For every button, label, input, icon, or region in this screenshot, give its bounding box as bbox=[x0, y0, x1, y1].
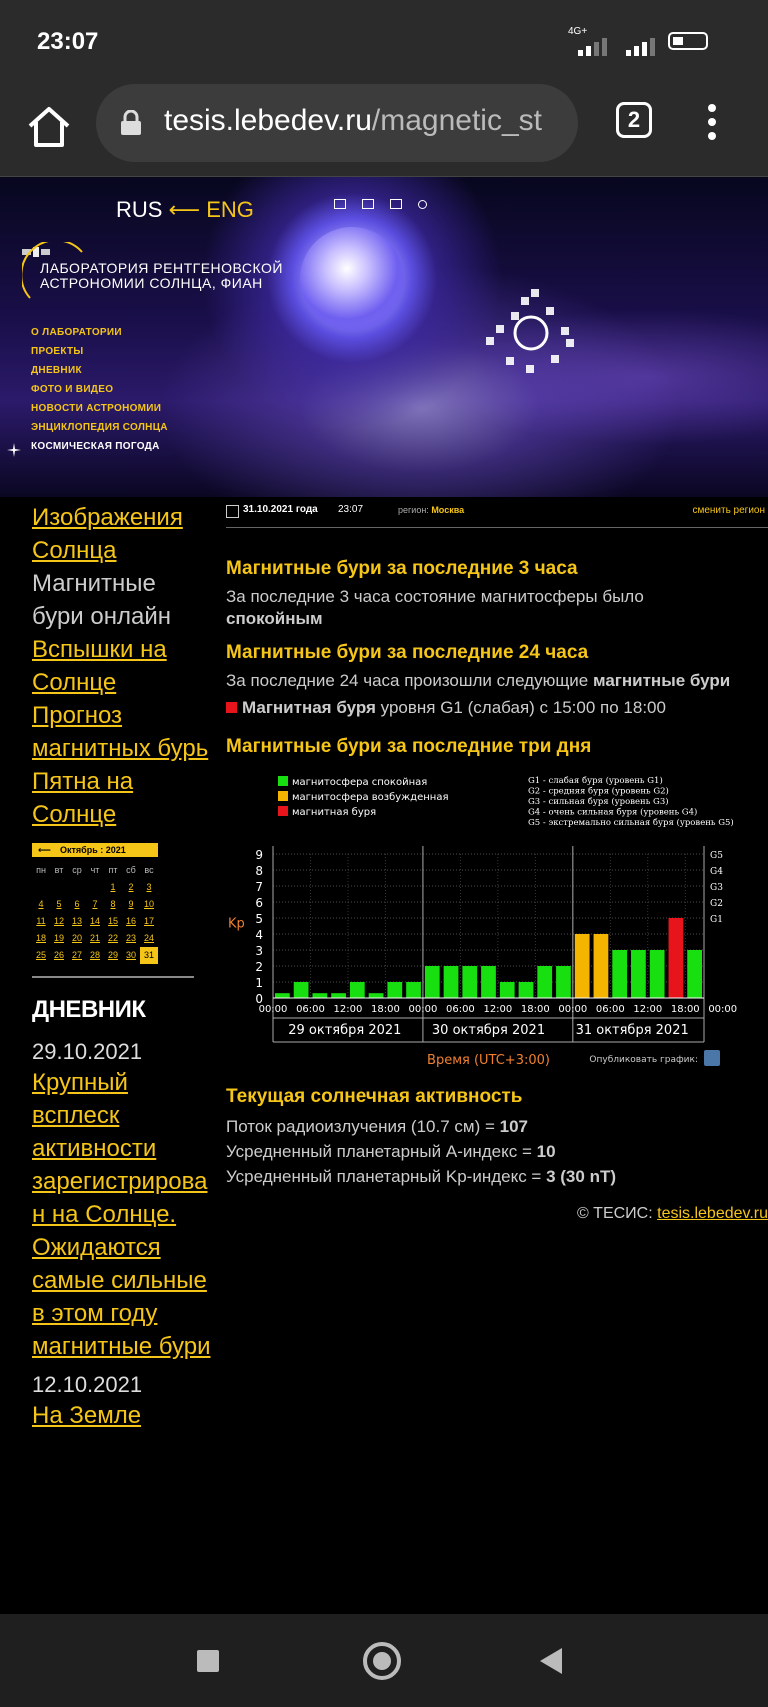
browser-toolbar bbox=[0, 80, 768, 177]
section-24h-title: Магнитные бури за последние 24 часа bbox=[226, 642, 589, 663]
lang-eng[interactable]: ENG bbox=[206, 197, 254, 222]
legend-label: магнитосфера спокойная bbox=[292, 777, 428, 788]
calendar-day[interactable]: 18 bbox=[35, 933, 46, 943]
calendar-weekday: ср bbox=[72, 865, 82, 875]
diary-entry-date: 29.10.2021 bbox=[32, 1039, 143, 1064]
publish-label: Опубликовать график: bbox=[589, 1055, 698, 1065]
home-button[interactable] bbox=[363, 1642, 401, 1680]
browser-menu-button[interactable] bbox=[700, 100, 724, 148]
left-column bbox=[32, 501, 212, 1432]
calendar bbox=[32, 843, 158, 964]
x-tick-label: 00:00 bbox=[558, 1004, 588, 1015]
x-tick-label: 06:00 bbox=[445, 1004, 475, 1015]
current-date: 31.10.2021 года bbox=[243, 504, 318, 515]
y-tick-label: 5 bbox=[255, 912, 263, 926]
calendar-day[interactable]: 10 bbox=[143, 899, 154, 909]
magnetosphere-state: спокойным bbox=[226, 609, 323, 628]
kp-bar bbox=[331, 993, 346, 998]
x-tick-label: 18:00 bbox=[520, 1004, 550, 1015]
y-tick-label: 0 bbox=[255, 992, 263, 1006]
home-small-icon[interactable] bbox=[334, 199, 346, 209]
search-icon[interactable] bbox=[418, 200, 427, 209]
legend-label: магнитная буря bbox=[292, 807, 377, 818]
calendar-day[interactable]: 13 bbox=[71, 916, 82, 926]
day-label: 29 октября 2021 bbox=[288, 1023, 402, 1038]
link-sun-images[interactable]: Изображения Солнца bbox=[32, 504, 183, 564]
calendar-day[interactable]: 8 bbox=[110, 899, 116, 909]
copyright: © ТЕСИС: tesis.lebedev.ru bbox=[576, 1205, 768, 1222]
y-tick-label: 7 bbox=[255, 880, 263, 894]
signal-icon bbox=[578, 50, 583, 56]
storm-event: Магнитная буря уровня G1 (слабая) с 15:00 по 18:00 bbox=[226, 698, 768, 718]
battery-icon bbox=[668, 32, 708, 50]
calendar-icon bbox=[226, 505, 239, 518]
kp-bar bbox=[275, 993, 290, 998]
scale-legend-item: G3 - сильная буря (уровень G3) bbox=[528, 797, 669, 807]
calendar-day[interactable]: 31 bbox=[140, 947, 158, 964]
kp-bar bbox=[481, 966, 496, 998]
lock-icon bbox=[120, 110, 142, 136]
calendar-empty-cell bbox=[50, 879, 68, 896]
status-bar bbox=[0, 0, 768, 80]
diary-entry-link[interactable]: Крупный всплеск активности зарегистрирован на Солнце. Ожидаются самые сильные в этом году магнитные бури bbox=[32, 1069, 211, 1360]
kp-bar bbox=[425, 966, 440, 998]
calendar-day[interactable]: 19 bbox=[53, 933, 64, 943]
radio-flux-row: Поток радиоизлучения (10.7 см) = 107 bbox=[226, 1117, 529, 1136]
activity-title: Текущая солнечная активность bbox=[226, 1086, 523, 1107]
calendar-weekday: вт bbox=[54, 865, 64, 875]
nav-about[interactable]: О ЛАБОРАТОРИИ bbox=[31, 327, 122, 338]
copyright-link[interactable]: tesis.lebedev.ru bbox=[657, 1205, 768, 1222]
y-tick-label: 2 bbox=[255, 960, 263, 974]
kp-index-row: Усредненный планетарный Kp-индекс = 3 (30 nT) bbox=[226, 1167, 616, 1186]
nav-space-weather[interactable]: КОСМИЧЕСКАЯ ПОГОДА bbox=[31, 441, 168, 460]
diary-entry-date: 12.10.2021 bbox=[32, 1372, 143, 1397]
calendar-day[interactable]: 2 bbox=[128, 882, 134, 892]
web-page bbox=[0, 177, 768, 1614]
calendar-day[interactable]: 15 bbox=[107, 916, 118, 926]
nav-astro-news[interactable]: НОВОСТИ АСТРОНОМИИ bbox=[31, 403, 162, 414]
calendar-header bbox=[32, 843, 158, 857]
kp-index-value: 3 (30 nT) bbox=[546, 1167, 616, 1186]
kp-bar bbox=[650, 950, 665, 998]
kp-bar bbox=[369, 993, 384, 998]
x-tick-label: 12:00 bbox=[483, 1004, 513, 1015]
x-tick-label: 12:00 bbox=[633, 1004, 663, 1015]
kp-bar bbox=[350, 982, 365, 998]
calendar-day[interactable]: 5 bbox=[56, 899, 62, 909]
nav-photo-video[interactable]: ФОТО И ВИДЕО bbox=[31, 384, 114, 395]
tesis-emblem bbox=[466, 277, 596, 387]
home-icon[interactable] bbox=[22, 100, 76, 154]
legend-swatch bbox=[278, 791, 288, 801]
url-domain: tesis.lebedev.ru bbox=[164, 104, 372, 137]
current-page-label: Магнитные бури онлайн bbox=[32, 570, 171, 630]
calendar-day[interactable]: 26 bbox=[53, 950, 64, 960]
sun-image bbox=[300, 227, 404, 331]
calendar-day[interactable]: 28 bbox=[89, 950, 100, 960]
kp-bar bbox=[669, 918, 684, 998]
kp-bar bbox=[462, 966, 477, 998]
section-3h-text: За последние 3 часа состояние магнитосферы было спокойным bbox=[226, 587, 644, 628]
x-axis-label: Время (UTC+3:00) bbox=[427, 1053, 550, 1068]
calendar-prev-button[interactable]: ⟵ bbox=[38, 845, 51, 855]
kp-bar bbox=[537, 966, 552, 998]
y-tick-label: 6 bbox=[255, 896, 263, 910]
day-label: 30 октября 2021 bbox=[431, 1023, 546, 1038]
calendar-weekday: вс bbox=[144, 865, 154, 875]
url-path: /magnetic_st bbox=[371, 104, 542, 137]
kp-bar bbox=[519, 982, 534, 998]
x-tick-label: 18:00 bbox=[371, 1004, 400, 1015]
calendar-day[interactable]: 21 bbox=[89, 933, 100, 943]
g-level-label: G5 bbox=[710, 851, 723, 861]
kp-bar bbox=[631, 950, 646, 998]
calendar-day[interactable]: 27 bbox=[71, 950, 82, 960]
system-nav-bar bbox=[0, 1614, 768, 1707]
y-tick-label: 4 bbox=[255, 928, 263, 942]
calendar-day[interactable]: 9 bbox=[128, 899, 134, 909]
calendar-day[interactable]: 4 bbox=[38, 899, 44, 909]
calendar-empty-cell bbox=[86, 879, 104, 896]
calendar-day[interactable]: 30 bbox=[125, 950, 136, 960]
sitemap-icon[interactable] bbox=[390, 199, 402, 209]
kp-bar bbox=[406, 982, 421, 998]
storm-marker-icon bbox=[226, 702, 237, 713]
calendar-day[interactable]: 22 bbox=[107, 933, 118, 943]
kp-chart-svg bbox=[226, 768, 762, 1068]
kp-bar bbox=[294, 982, 309, 998]
calendar-day[interactable]: 29 bbox=[107, 950, 118, 960]
back-button[interactable] bbox=[540, 1648, 562, 1674]
scale-legend-item: G2 - средняя буря (уровень G2) bbox=[528, 786, 669, 797]
scale-legend-item: G4 - очень сильная буря (уровень G4) bbox=[528, 807, 698, 818]
kp-bar bbox=[687, 950, 702, 998]
site-nav bbox=[31, 327, 168, 460]
g-level-label: G4 bbox=[710, 867, 723, 877]
x-tick-label: 06:00 bbox=[595, 1004, 625, 1015]
lang-rus[interactable]: RUS bbox=[116, 197, 163, 222]
g-level-label: G2 bbox=[710, 899, 723, 909]
nav-projects[interactable]: ПРОЕКТЫ bbox=[31, 346, 84, 357]
kp-bar bbox=[312, 993, 327, 998]
lab-logo-text[interactable]: ЛАБОРАТОРИЯ РЕНТГЕНОВСКОЙ АСТРОНОМИИ СОЛНЦА, ФИАН bbox=[40, 260, 283, 291]
change-region-link[interactable]: сменить регион bbox=[692, 505, 765, 516]
calendar-weekday: пт bbox=[108, 865, 118, 875]
calendar-day[interactable]: 12 bbox=[53, 916, 64, 926]
link-storm-forecast[interactable]: Прогноз магнитных бурь bbox=[32, 702, 209, 762]
section-24h-text: За последние 24 часа произошли следующие магнитные бури bbox=[226, 671, 731, 690]
legend-swatch bbox=[278, 806, 288, 816]
header-banner bbox=[0, 177, 768, 497]
x-tick-label: 00:00 bbox=[258, 1004, 288, 1015]
calendar-day[interactable]: 3 bbox=[146, 882, 152, 892]
x-tick-label: 06:00 bbox=[296, 1004, 325, 1015]
legend-label: магнитосфера возбужденная bbox=[292, 792, 449, 803]
calendar-day[interactable]: 20 bbox=[71, 933, 82, 943]
vk-share-icon[interactable] bbox=[704, 1050, 720, 1066]
main-content bbox=[226, 501, 768, 1223]
region-value: Москва bbox=[431, 505, 465, 515]
region-label: регион: Москва bbox=[398, 505, 465, 515]
y-tick-label: 8 bbox=[255, 864, 263, 878]
kp-bar bbox=[575, 934, 590, 998]
section-3h-title: Магнитные бури за последние 3 часа bbox=[226, 558, 578, 579]
y-tick-label: 1 bbox=[255, 976, 263, 990]
calendar-weekday: чт bbox=[90, 865, 100, 875]
link-solar-flares[interactable]: Вспышки на Солнце bbox=[32, 636, 167, 696]
a-index-row: Усредненный планетарный A-индекс = 10 bbox=[226, 1142, 556, 1161]
network-type: 4G+ bbox=[568, 26, 588, 37]
calendar-empty-cell bbox=[68, 879, 86, 896]
nav-sun-encyclopedia[interactable]: ЭНЦИКЛОПЕДИЯ СОЛНЦА bbox=[31, 422, 168, 433]
calendar-weekday: сб bbox=[126, 865, 136, 875]
sparkle-icon bbox=[7, 443, 21, 457]
tab-switcher-button[interactable]: 2 bbox=[616, 102, 652, 138]
url-bar[interactable] bbox=[96, 84, 578, 162]
y-axis-label: Kp bbox=[228, 916, 245, 932]
kp-bar bbox=[612, 950, 627, 998]
recents-button[interactable] bbox=[197, 1650, 219, 1672]
divider bbox=[32, 976, 194, 978]
status-icons bbox=[568, 26, 728, 56]
day-label: 31 октября 2021 bbox=[575, 1023, 689, 1038]
link-sunspots[interactable]: Пятна на Солнце bbox=[32, 768, 134, 828]
current-time: 23:07 bbox=[338, 504, 364, 515]
language-switch bbox=[116, 197, 254, 223]
calendar-weekday: пн bbox=[36, 865, 46, 875]
scale-legend-item: G5 - экстремально сильная буря (уровень G5) bbox=[528, 818, 734, 828]
kp-bar bbox=[444, 966, 459, 998]
y-tick-label: 3 bbox=[255, 944, 263, 958]
x-tick-label: 00:00 bbox=[708, 1004, 738, 1015]
lang-arrow-icon: ⟵ bbox=[168, 197, 201, 222]
calendar-day[interactable]: 16 bbox=[125, 916, 136, 926]
kp-bar bbox=[387, 982, 402, 998]
calendar-day[interactable]: 7 bbox=[92, 899, 98, 909]
diary-heading: ДНЕВНИК bbox=[32, 996, 146, 1023]
x-tick-label: 18:00 bbox=[670, 1004, 700, 1015]
scale-legend-item: G1 - слабая буря (уровень G1) bbox=[528, 776, 663, 786]
kp-bar bbox=[594, 934, 609, 998]
calendar-empty-cell bbox=[32, 879, 50, 896]
kp-chart bbox=[226, 768, 762, 1068]
legend-swatch bbox=[278, 776, 288, 786]
calendar-day[interactable]: 24 bbox=[143, 933, 154, 943]
calendar-grid bbox=[32, 862, 158, 964]
kp-bar bbox=[500, 982, 515, 998]
x-tick-label: 12:00 bbox=[333, 1004, 363, 1015]
a-index-value: 10 bbox=[536, 1142, 556, 1161]
top-icons bbox=[334, 196, 443, 214]
mail-icon[interactable] bbox=[362, 199, 374, 209]
calendar-day[interactable]: 23 bbox=[125, 933, 136, 943]
diary-entry-link[interactable]: На Земле bbox=[32, 1402, 142, 1429]
g-level-label: G1 bbox=[710, 915, 723, 925]
status-time: 23:07 bbox=[37, 28, 99, 55]
radio-flux-value: 107 bbox=[499, 1117, 529, 1136]
date-line bbox=[226, 501, 768, 528]
calendar-day[interactable]: 17 bbox=[143, 916, 154, 926]
y-tick-label: 9 bbox=[255, 848, 263, 862]
nav-diary[interactable]: ДНЕВНИК bbox=[31, 365, 82, 376]
calendar-title: Октябрь : 2021 bbox=[60, 845, 126, 855]
section-3d-title: Магнитные бури за последние три дня bbox=[226, 736, 592, 757]
calendar-day[interactable]: 1 bbox=[110, 882, 116, 892]
calendar-day[interactable]: 14 bbox=[89, 916, 100, 926]
g-level-label: G3 bbox=[710, 883, 723, 893]
kp-bar bbox=[556, 966, 571, 998]
calendar-day[interactable]: 25 bbox=[35, 950, 46, 960]
calendar-day[interactable]: 11 bbox=[36, 916, 46, 926]
calendar-day[interactable]: 6 bbox=[74, 899, 80, 909]
x-tick-label: 00:00 bbox=[408, 1004, 438, 1015]
